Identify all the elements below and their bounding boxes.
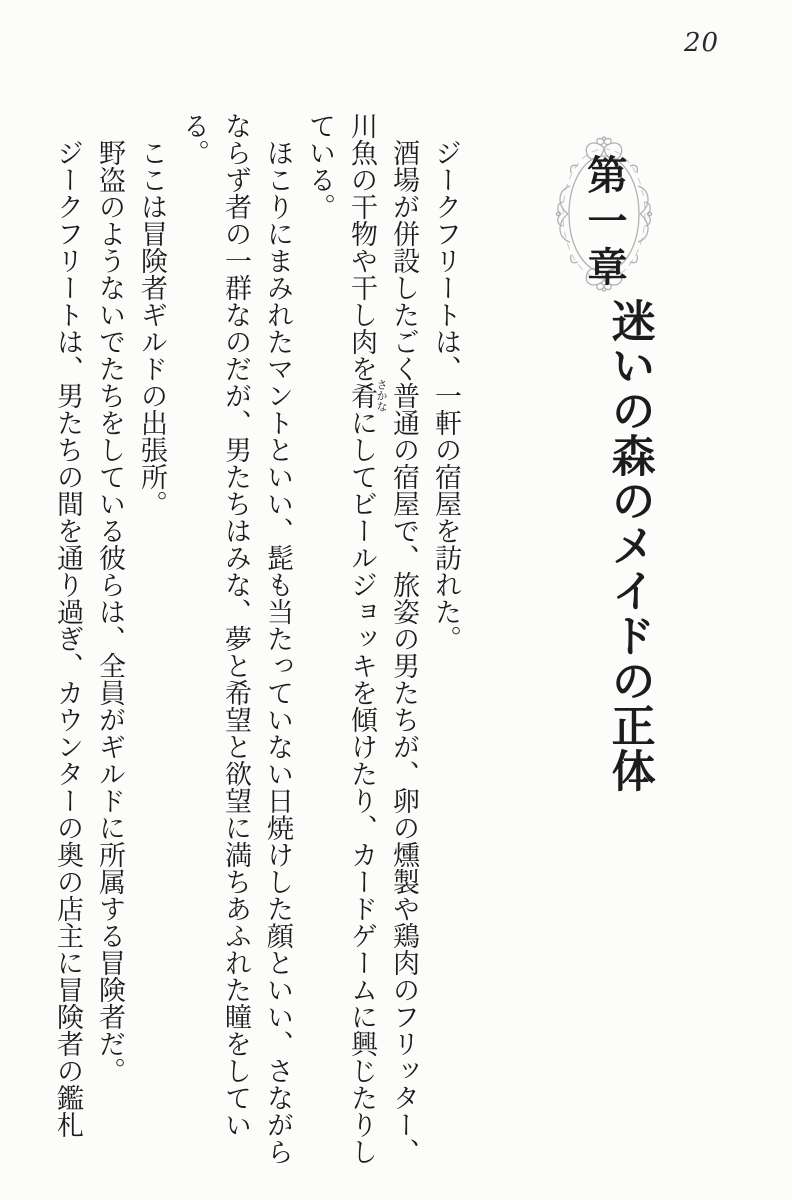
paragraph-2-after: にしてビールジョッキを傾けたり、カードゲームに興じたりしている。 (304, 112, 377, 1165)
ruby-sakana (346, 379, 388, 412)
paragraph-6: ジークフリートは、男たちの間を通り過ぎ、カウンターの奥の店主に冒険者の鑑札 (52, 139, 83, 1138)
page-number: 20 (684, 28, 720, 58)
paragraph-1: ジークフリートは、一軒の宿屋を訪れた。 (430, 139, 461, 652)
chapter-number-label: 第一章 (581, 154, 628, 292)
paragraph-4: ここは冒険者ギルドの出張所。 (136, 139, 167, 517)
chapter-badge (548, 136, 660, 296)
paragraph-5: 野盗のようないでたちをしている彼らは、全員がギルドに所属する冒険者だ。 (94, 139, 125, 1084)
paragraph-3: ほこりにまみれたマントといい、髭も当たっていない日焼けした顔といい、さながらならず者の一群なのだが、男たちはみな、夢と希望と欲望に満ちあふれた瞳をしている。 (178, 112, 293, 1165)
paragraph-2 (298, 112, 424, 1168)
body-text (46, 112, 466, 1168)
ruby-base: 肴 (346, 379, 377, 412)
chapter-title: 迷いの森のメイドの正体 (603, 298, 655, 793)
paragraph-2-before: 酒場が併設したごく普通の宿屋で、旅姿の男たちが、卵の燻製や鶏肉のフリッター、川魚の干物や干し肉を (346, 112, 419, 1165)
ruby-text: さかな (375, 379, 388, 412)
